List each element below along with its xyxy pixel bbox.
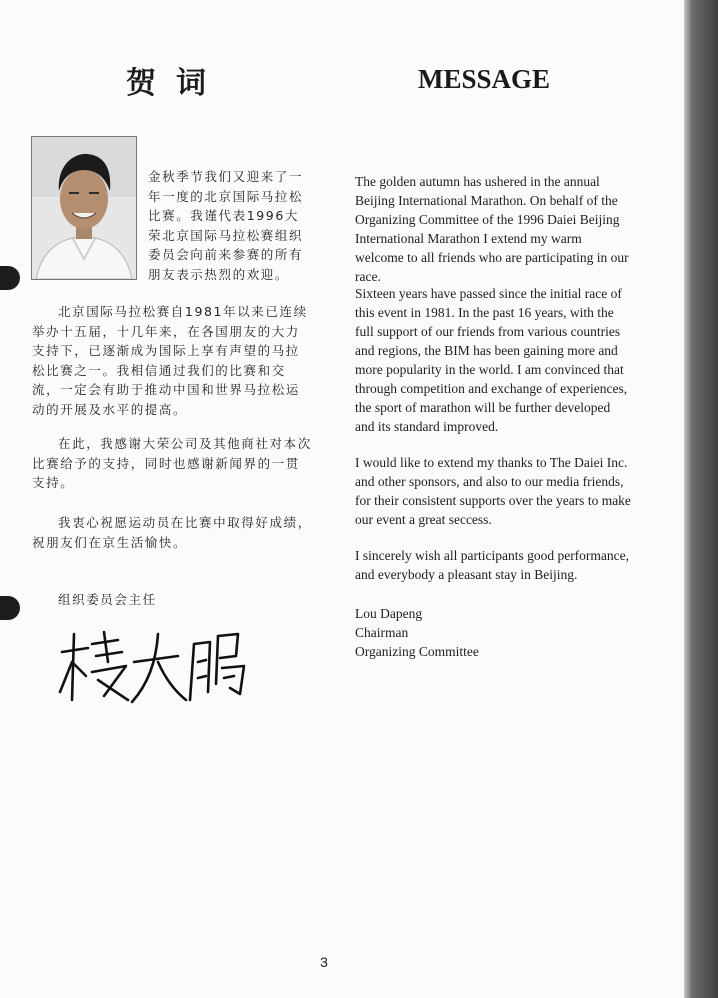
- chinese-paragraph: 我衷心祝愿运动员在比赛中取得好成绩，祝朋友们在京生活愉快。: [32, 515, 312, 550]
- chinese-signoff-title: 组织委员会主任: [58, 592, 157, 607]
- signoff-organization: Organizing Committee: [355, 644, 479, 659]
- english-paragraph: I would like to extend my thanks to The Daiei Inc. and other sponsors, and also to our media friends, for their consistent supports over the years to make our event a great seccess.: [355, 455, 631, 527]
- chinese-title: 贺词: [126, 66, 226, 101]
- chinese-paragraph: 在此，我感谢大荣公司及其他商社对本次比赛给予的支持，同时也感谢新闻界的一贯支持。: [32, 436, 312, 490]
- english-title: MESSAGE: [418, 64, 551, 94]
- chinese-intro-paragraph: 金秋季节我们又迎来了一年一度的北京国际马拉松比赛。我谨代表1996大荣北京国际马拉松赛组织委员会向前来参赛的所有朋友表示热烈的欢迎。: [148, 169, 304, 282]
- english-paragraph: I sincerely wish all participants good performance, and everybody a pleasant stay in Beijing.: [355, 548, 630, 582]
- signoff-title: Chairman: [355, 625, 409, 640]
- page-edge-shadow: [684, 0, 718, 998]
- handwritten-signature: [52, 622, 252, 704]
- english-paragraph: The golden autumn has ushered in the annual Beijing International Marathon. On behalf of the Organizing Committee of the 1996 Daiei Beijing International Marathon I extend my warm welcome to all friends who are participating in our race.: [355, 174, 629, 284]
- english-signoff: [355, 604, 631, 661]
- binding-hole: [0, 596, 20, 620]
- signoff-name: Lou Dapeng: [355, 606, 423, 621]
- english-paragraph: Sixteen years have passed since the initial race of this event in 1981. In the past 16 years, with the full support of our friends from various countries and regions, the BIM has been gaining more and more popularity in the world. I am convinced that through competition and exchange of experiences, the sport of marathon will be further developed and its standard improved.: [355, 286, 628, 434]
- chairman-portrait: [31, 136, 137, 280]
- chinese-paragraph: 北京国际马拉松赛自1981年以来已连续举办十五届，十几年来，在各国朋友的大力支持下，已逐渐成为国际上享有声望的马拉松比赛之一。我相信通过我们的比赛和交流，一定会有助于推动中国和世界马拉松运动的开展及水平的提高。: [32, 304, 308, 417]
- binding-hole: [0, 266, 20, 290]
- page-number: 3: [320, 954, 328, 970]
